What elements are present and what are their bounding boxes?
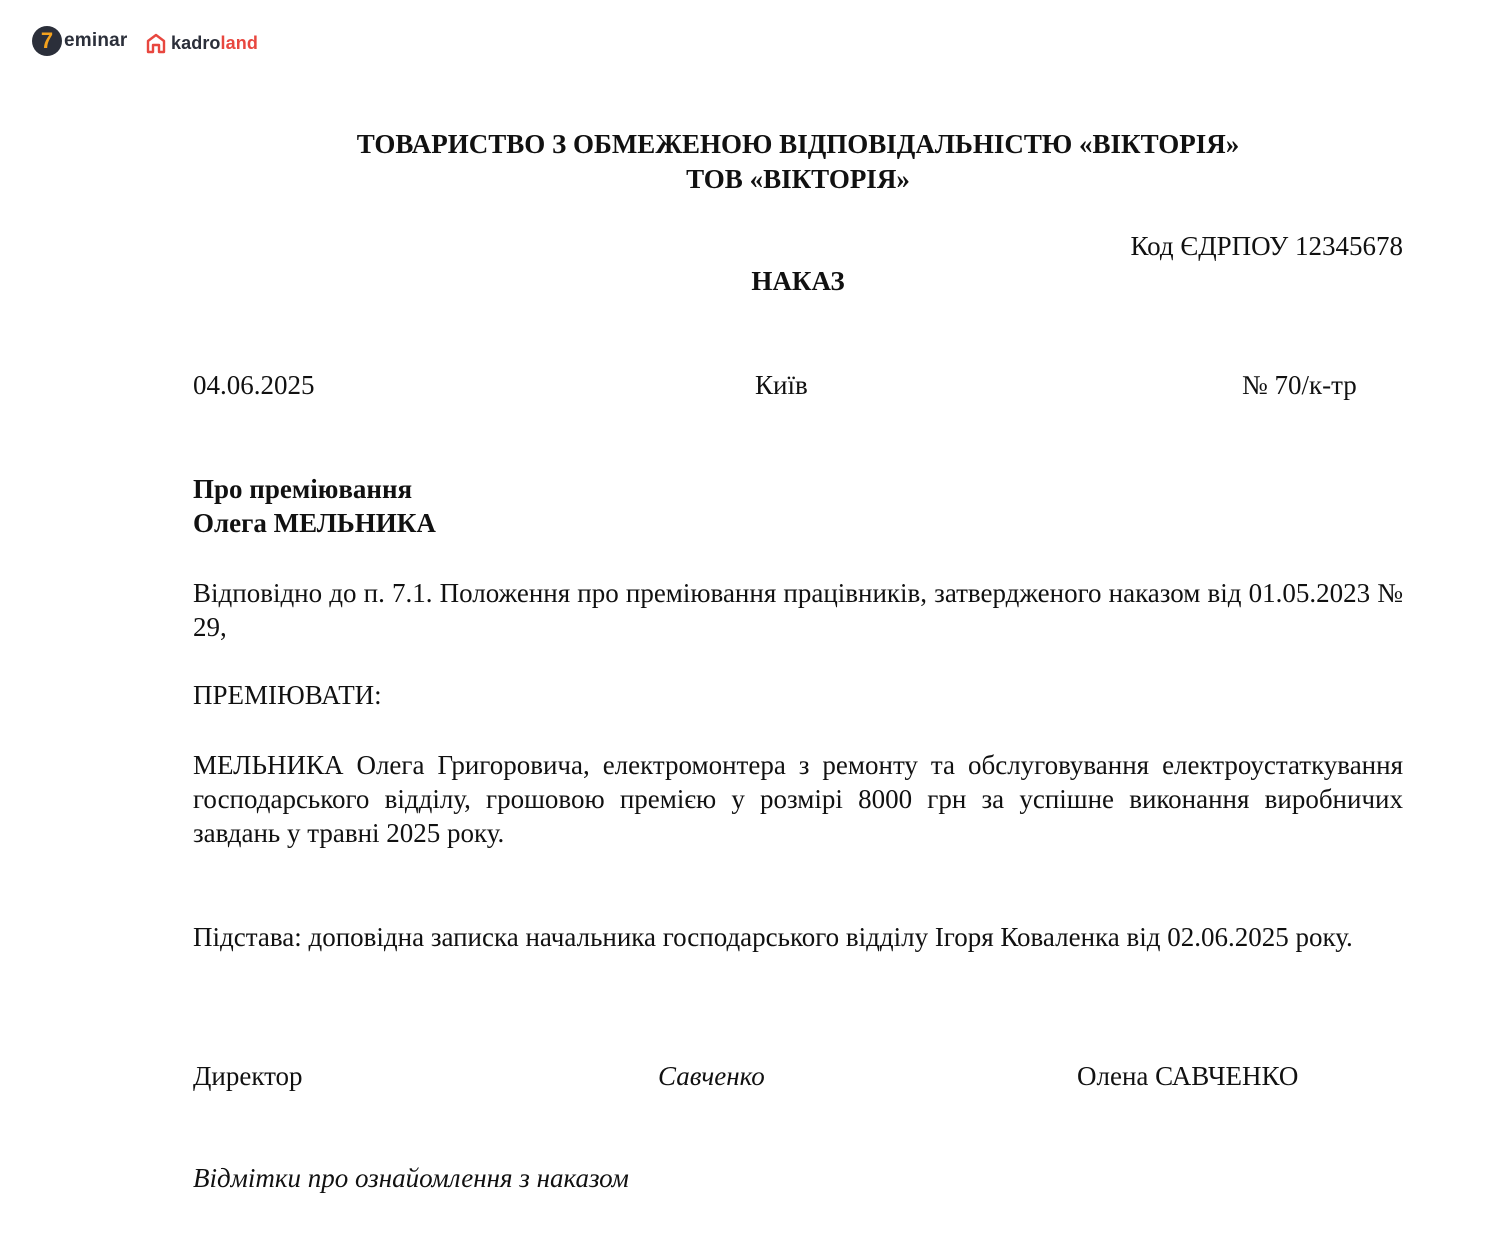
subject-line-1: Про преміювання bbox=[193, 474, 413, 504]
7eminar-logo-digit: 7 bbox=[40, 27, 54, 53]
basis-paragraph: Підстава: доповідна записка начальника господарського відділу Ігоря Коваленка від 02.06.2025 року. bbox=[193, 922, 1353, 952]
order-number: № 70/к-тр bbox=[1242, 370, 1357, 400]
document-type-title: НАКАЗ bbox=[751, 266, 845, 296]
signature: Савченко bbox=[658, 1061, 765, 1091]
order-directive: ПРЕМІЮВАТИ: bbox=[193, 680, 382, 710]
kadroland-logo-part1: kadro bbox=[171, 32, 221, 53]
company-full-name: ТОВАРИСТВО З ОБМЕЖЕНОЮ ВІДПОВІДАЛЬНІСТЮ «ВІКТОРІЯ» bbox=[356, 129, 1240, 159]
company-short-name: ТОВ «ВІКТОРІЯ» bbox=[686, 164, 910, 194]
preamble-paragraph: Відповідно до п. 7.1. Положення про преміювання працівників, затвердженого наказом від 01.05.2023 № 29, bbox=[193, 578, 1403, 642]
7eminar-logo bbox=[32, 26, 128, 56]
kadroland-logo bbox=[145, 30, 258, 56]
edrpou-code: Код ЄДРПОУ 12345678 bbox=[1130, 231, 1403, 261]
subject-line-2: Олега МЕЛЬНИКА bbox=[193, 508, 436, 538]
signer-position: Директор bbox=[193, 1061, 303, 1091]
order-city: Київ bbox=[755, 370, 808, 400]
kadroland-logo-part2: land bbox=[220, 32, 258, 53]
order-body-paragraph: МЕЛЬНИКА Олега Григоровича, електромонтера з ремонту та обслуговування електроустаткування господарського відділу, грошовою премією у розмірі 8000 грн за успішне виконання виробничих завдань у травні 2025 року. bbox=[193, 750, 1403, 848]
acknowledgement-note: Відмітки про ознайомлення з наказом bbox=[193, 1163, 629, 1193]
7eminar-logo-mark bbox=[32, 26, 62, 56]
7eminar-logo-word: eminar bbox=[64, 30, 128, 51]
kadroland-house-icon bbox=[145, 32, 167, 54]
signer-name: Олена САВЧЕНКО bbox=[1077, 1061, 1299, 1091]
kadroland-logo-word bbox=[171, 33, 258, 54]
order-date: 04.06.2025 bbox=[193, 370, 315, 400]
